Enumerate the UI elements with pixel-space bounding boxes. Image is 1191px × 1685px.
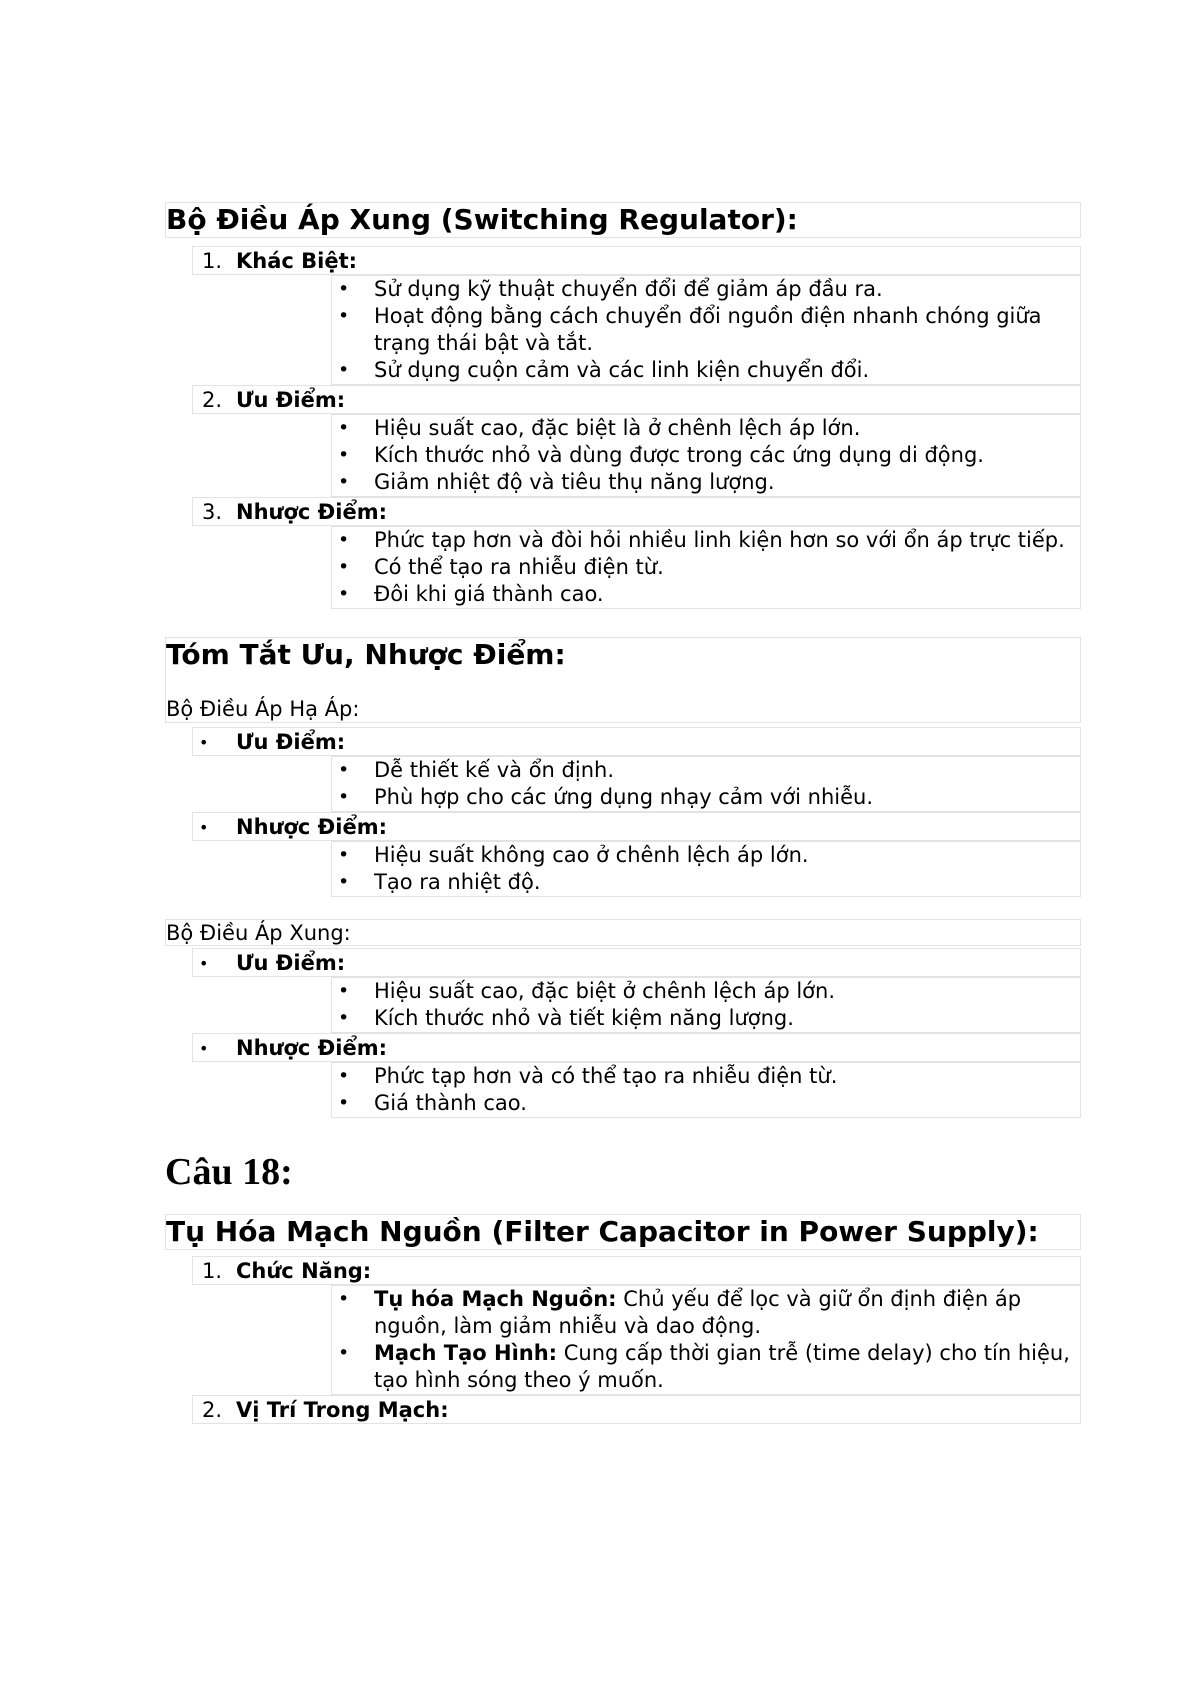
bullet-list-functions <box>331 1285 1081 1395</box>
list-label: Nhược Điểm: <box>236 500 387 524</box>
bullet-list-switching-pros <box>331 977 1081 1033</box>
bullet-item: • Giảm nhiệt độ và tiêu thụ năng lượng. <box>332 469 1080 496</box>
list-item-position <box>192 1395 1081 1424</box>
list-marker: 1. <box>202 1259 223 1283</box>
bullet-item <box>332 1286 1080 1340</box>
bullet-item: • Sử dụng cuộn cảm và các linh kiện chuyển đổi. <box>332 357 1080 384</box>
bullet-list-linear-pros <box>331 756 1081 812</box>
list-item-disadvantages <box>192 497 1081 526</box>
summary-block <box>165 637 1081 723</box>
list-label: Chức Năng: <box>236 1259 372 1283</box>
list-marker: 3. <box>202 500 223 524</box>
list-item-switching-pros <box>192 948 1081 977</box>
list-item-linear-pros <box>192 727 1081 756</box>
question-title: Câu 18: <box>165 1151 293 1193</box>
bullet-item: • Giá thành cao. <box>332 1090 1080 1117</box>
bullet-item: • Đôi khi giá thành cao. <box>332 581 1080 608</box>
bullet-item: • Hiệu suất cao, đặc biệt ở chênh lệch áp lớn. <box>332 978 1080 1005</box>
bullet-item: • Kích thước nhỏ và dùng được trong các ứng dụng di động. <box>332 442 1080 469</box>
list-label: Nhược Điểm: <box>236 815 387 839</box>
list-label: Nhược Điểm: <box>236 1036 387 1060</box>
list-marker: 2. <box>202 388 223 412</box>
switching-regulator-label: Bộ Điều Áp Xung: <box>165 919 1081 946</box>
bullet-item: • Hiệu suất không cao ở chênh lệch áp lớn. <box>332 842 1080 869</box>
bullet-marker: • <box>199 1039 209 1058</box>
bullet-list-switching-cons <box>331 1062 1081 1118</box>
list-label: Khác Biệt: <box>236 249 358 273</box>
list-marker: 1. <box>202 249 223 273</box>
bullet-item: • Phù hợp cho các ứng dụng nhạy cảm với nhiễu. <box>332 784 1080 811</box>
definition: Chủ yếu để lọc và giữ ổn định điện áp nguồn, làm giảm nhiễu và dao động. <box>374 1287 1022 1338</box>
bullet-list-linear-cons <box>331 841 1081 897</box>
bullet-item: • Có thể tạo ra nhiễu điện từ. <box>332 554 1080 581</box>
bullet-item: • Tạo ra nhiệt độ. <box>332 869 1080 896</box>
document-page <box>165 202 1081 1424</box>
bullet-item: • Phức tạp hơn và có thể tạo ra nhiễu điện từ. <box>332 1063 1080 1090</box>
list-item-linear-cons <box>192 812 1081 841</box>
bullet-item: • Phức tạp hơn và đòi hỏi nhiều linh kiện hơn so với ổn áp trực tiếp. <box>332 527 1080 554</box>
bullet-item: • Hoạt động bằng cách chuyển đổi nguồn điện nhanh chóng giữa trạng thái bật và tắt. <box>332 303 1080 357</box>
bullet-item: • Kích thước nhỏ và tiết kiệm năng lượng. <box>332 1005 1080 1032</box>
bullet-item <box>332 1340 1080 1394</box>
term: Tụ hóa Mạch Nguồn: <box>374 1287 617 1311</box>
bullet-item: • Dễ thiết kế và ổn định. <box>332 757 1080 784</box>
bullet-marker: • <box>199 954 209 973</box>
bullet-item: • Sử dụng kỹ thuật chuyển đổi để giảm áp đầu ra. <box>332 276 1080 303</box>
list-label: Vị Trí Trong Mạch: <box>236 1398 449 1422</box>
bullet-list-disadvantages <box>331 526 1081 609</box>
bullet-marker: • <box>199 733 209 752</box>
list-item-function <box>192 1256 1081 1285</box>
summary-heading: Tóm Tắt Ưu, Nhược Điểm: <box>166 638 566 671</box>
term: Mạch Tạo Hình: <box>374 1341 558 1365</box>
filter-capacitor-heading: Tụ Hóa Mạch Nguồn (Filter Capacitor in Power Supply): <box>165 1214 1081 1250</box>
list-label: Ưu Điểm: <box>236 388 346 412</box>
list-item-differences <box>192 246 1081 275</box>
bullet-list-differences <box>331 275 1081 385</box>
definition: Cung cấp thời gian trễ (time delay) cho tín hiệu, tạo hình sóng theo ý muốn. <box>374 1341 1070 1392</box>
bullet-item: • Hiệu suất cao, đặc biệt là ở chênh lệch áp lớn. <box>332 415 1080 442</box>
bullet-marker: • <box>199 818 209 837</box>
linear-regulator-label: Bộ Điều Áp Hạ Áp: <box>166 697 360 721</box>
list-marker: 2. <box>202 1398 223 1422</box>
list-item-switching-cons <box>192 1033 1081 1062</box>
bullet-list-advantages <box>331 414 1081 497</box>
switching-regulator-heading: Bộ Điều Áp Xung (Switching Regulator): <box>165 202 1081 238</box>
list-label: Ưu Điểm: <box>236 951 346 975</box>
list-item-advantages <box>192 385 1081 414</box>
list-label: Ưu Điểm: <box>236 730 346 754</box>
